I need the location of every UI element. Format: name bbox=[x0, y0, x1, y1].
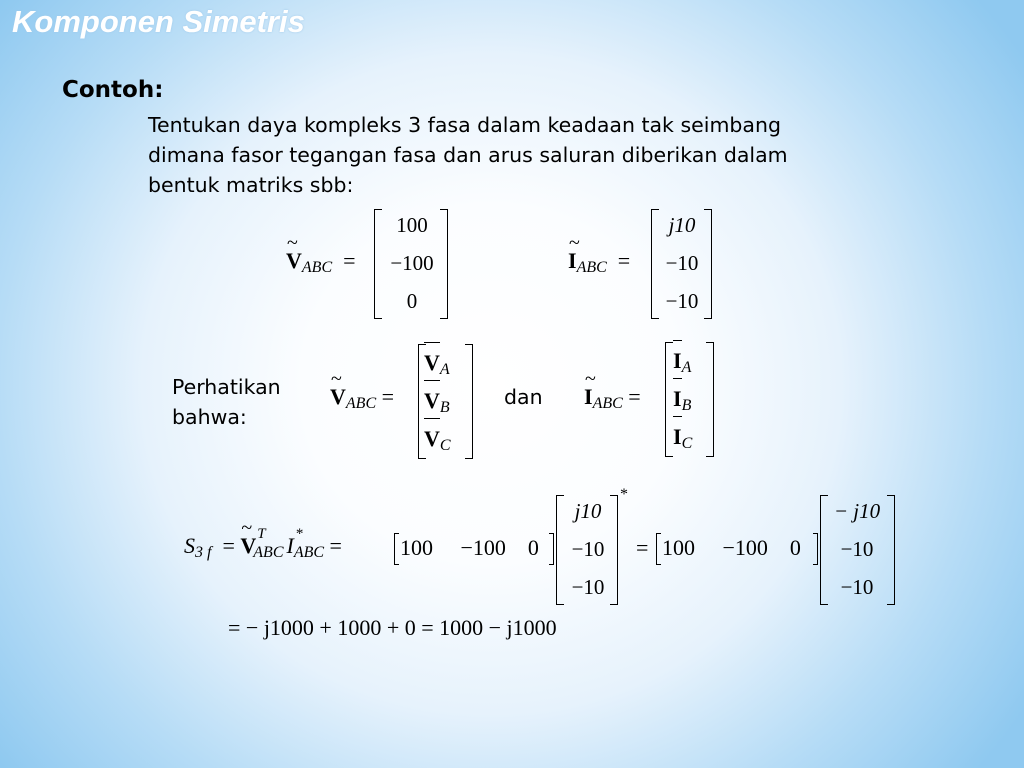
vector-cell: 100 bbox=[400, 535, 433, 560]
right-bracket bbox=[813, 533, 818, 565]
component-cell: IC bbox=[673, 418, 709, 456]
slide-title: Komponen Simetris bbox=[12, 4, 305, 39]
matrix-cell: −10 bbox=[840, 537, 874, 561]
s3f-lhs: S3 f = ~ V T ABC I * ABC = bbox=[184, 517, 342, 561]
note-text bbox=[172, 372, 281, 432]
row-vector bbox=[662, 535, 801, 561]
i-abc-matrix bbox=[655, 206, 709, 320]
row-vector bbox=[400, 535, 539, 561]
matrix-cell: 0 bbox=[406, 289, 418, 313]
note-line: Perhatikan bbox=[172, 375, 281, 399]
problem-line: bentuk matriks sbb: bbox=[148, 173, 354, 197]
vector-cell: −100 bbox=[460, 535, 506, 560]
i-abc-label: ~ IABC = bbox=[568, 232, 631, 276]
matrix-cell: −10 bbox=[571, 537, 605, 561]
matrix-cell: j10 bbox=[574, 499, 602, 523]
conjugate-mark: * bbox=[620, 486, 628, 503]
example-heading: Contoh: bbox=[62, 77, 164, 103]
matrix-cell: j10 bbox=[668, 213, 696, 237]
matrix-cell: 100 bbox=[396, 213, 428, 237]
v-abc-label: ~ VABC = bbox=[330, 368, 395, 412]
matrix-cell: − j10 bbox=[833, 499, 881, 523]
v-components-column bbox=[424, 344, 464, 458]
vector-cell: 100 bbox=[662, 535, 695, 560]
connector-text: dan bbox=[504, 385, 543, 409]
matrix-cell: −10 bbox=[665, 289, 699, 313]
right-bracket bbox=[706, 342, 714, 457]
matrix-cell: −10 bbox=[840, 575, 874, 599]
vector-cell: 0 bbox=[527, 535, 539, 560]
matrix-cell: −10 bbox=[571, 575, 605, 599]
right-bracket bbox=[704, 209, 712, 319]
matrix-cell: −100 bbox=[390, 251, 434, 275]
right-bracket bbox=[887, 495, 895, 605]
matrix-cell: −10 bbox=[665, 251, 699, 275]
note-line: bahwa: bbox=[172, 405, 247, 429]
left-bracket bbox=[394, 533, 399, 565]
component-cell: IA bbox=[673, 342, 709, 380]
component-cell: IB bbox=[673, 380, 709, 418]
right-bracket bbox=[610, 495, 618, 605]
result-column bbox=[825, 492, 889, 606]
vector-cell: 0 bbox=[789, 535, 801, 560]
vector-cell: −100 bbox=[722, 535, 768, 560]
final-result: = − j1000 + 1000 + 0 = 1000 − j1000 bbox=[228, 615, 557, 640]
equals-sign: = bbox=[636, 535, 649, 560]
right-bracket bbox=[549, 533, 554, 565]
right-bracket bbox=[440, 209, 448, 319]
v-abc-matrix bbox=[378, 206, 446, 320]
i-components-column bbox=[673, 342, 709, 456]
i-abc-label: ~ IABC = bbox=[584, 368, 641, 412]
component-cell: VC bbox=[424, 420, 464, 458]
left-bracket bbox=[665, 342, 673, 457]
left-bracket bbox=[656, 533, 661, 565]
v-abc-label: ~ VABC = bbox=[286, 232, 356, 276]
right-bracket bbox=[465, 344, 473, 459]
conj-column bbox=[561, 492, 615, 606]
problem-line: dimana fasor tegangan fasa dan arus saluran diberikan dalam bbox=[148, 143, 788, 167]
problem-statement bbox=[148, 110, 888, 200]
component-cell: VA bbox=[424, 344, 464, 382]
problem-line: Tentukan daya kompleks 3 fasa dalam keadaan tak seimbang bbox=[148, 113, 781, 137]
component-cell: VB bbox=[424, 382, 464, 420]
